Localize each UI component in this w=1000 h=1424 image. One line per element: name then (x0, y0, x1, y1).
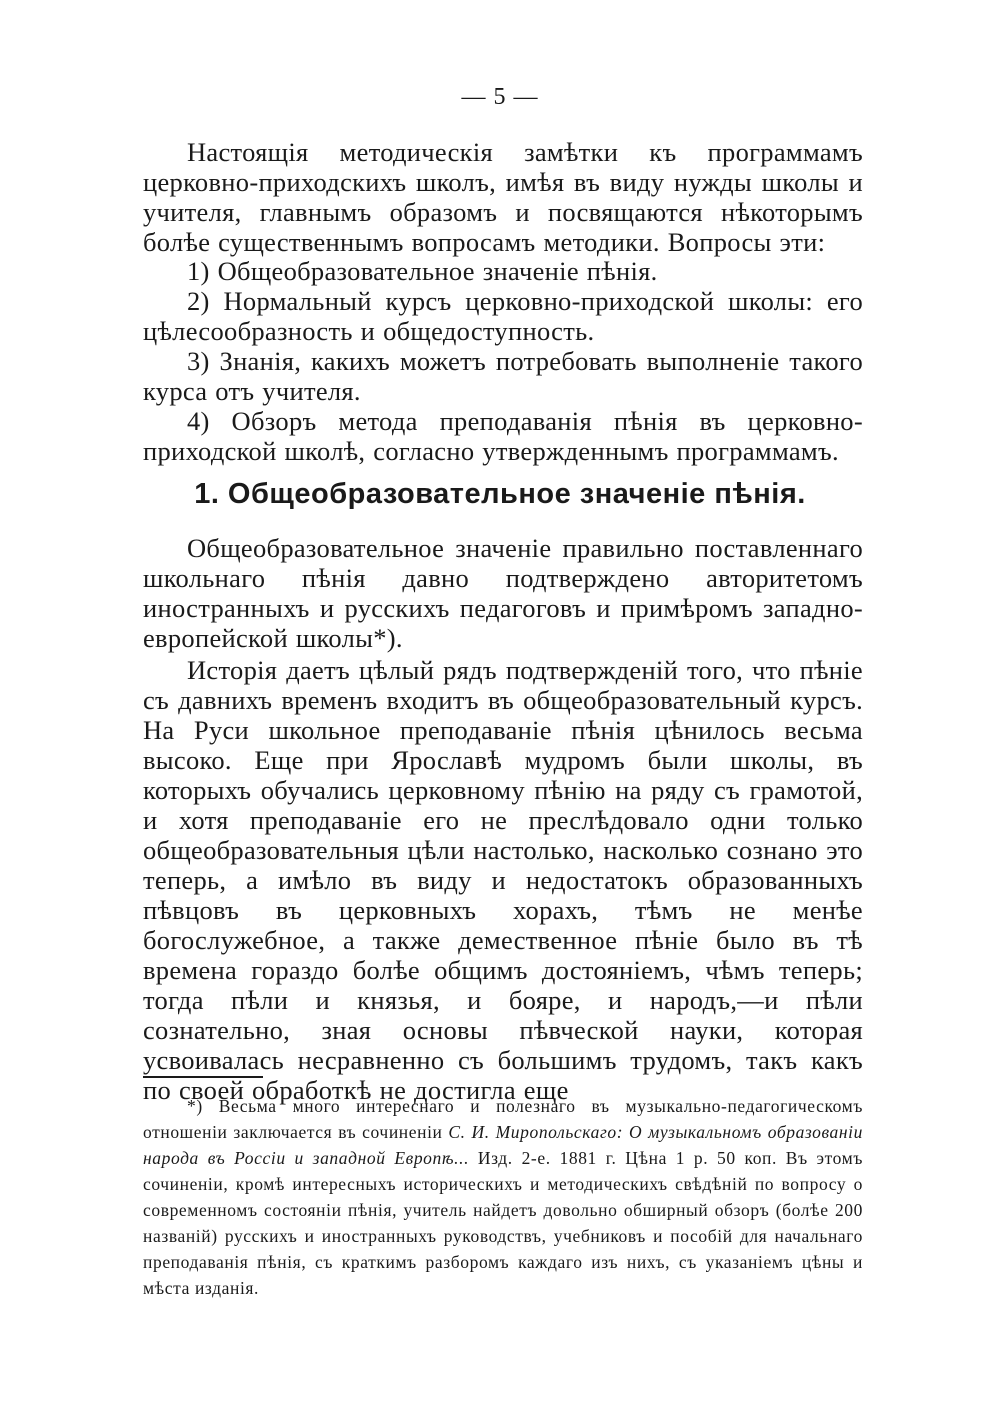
intro-paragraph: Настоящія методическія замѣтки къ программамъ церковно-приходскихъ школъ, имѣя въ виду нужды школы и учителя, главнымъ образомъ и посвящаются нѣкоторымъ болѣе существеннымъ вопросамъ методики. Вопросы эти: (143, 137, 863, 257)
list-item: 2) Нормальный курсъ церковно-приходской школы: его цѣлесообразность и общедоступность. (143, 286, 863, 346)
footnote-text: Изд. 2-е. 1881 г. Цѣна 1 р. 50 коп. Въ этомъ сочиненіи, кромѣ интересныхъ историческихъ и методическихъ свѣдѣній по вопросу о современномъ состояніи пѣнія, учитель найдетъ довольно обширный обзоръ (болѣе 200 названій) русскихъ и иностранныхъ руководствъ, учебниковъ и пособій для начальнаго преподаванія пѣнія, съ краткимъ разборомъ каждаго изъ нихъ, съ указаніемъ цѣны и мѣста изданія. (143, 1148, 863, 1298)
questions-list (143, 256, 863, 466)
page-number: — 5 — (461, 84, 539, 110)
footnote-text: *) Весьма много интереснаго и полезнаго въ музыкально-педагогическомъ отношеніи заключается въ сочиненіи (143, 1096, 863, 1142)
footnote-divider (143, 1076, 263, 1078)
section-heading: 1. Общеобразовательное значеніе пѣнія. (194, 478, 806, 510)
footnote-citation: С. И. Миропольскаго: О музыкальномъ образованіи народа въ Россіи и западной Европѣ... (143, 1122, 863, 1168)
list-item: 3) Знанія, какихъ можетъ потребовать выполненіе такого курса отъ учителя. (143, 346, 863, 406)
list-item: 1) Общеобразовательное значеніе пѣнія. (187, 256, 658, 286)
footnote (143, 1093, 863, 1301)
list-item: 4) Обзоръ метода преподаванія пѣнія въ церковно-приходской школѣ, согласно утвержденнымъ программамъ. (143, 406, 863, 466)
section-paragraph: Общеобразовательное значеніе правильно поставленнаго школьнаго пѣнія давно подтверждено авторитетомъ иностранныхъ и русскихъ педагоговъ и примѣромъ западно-европейской школы*). (143, 533, 863, 653)
section-paragraph: Исторія даетъ цѣлый рядъ подтвержденій того, что пѣніе съ давнихъ временъ входитъ въ общеобразовательный курсъ. На Руси школьное преподаваніе пѣнія цѣнилось весьма высоко. Еще при Ярославѣ мудромъ были школы, въ которыхъ обучались церковному пѣнію на ряду съ грамотой, и хотя преподаваніе его не преслѣдовало одни только общеобразовательныя цѣли настолько, насколько сознано это теперь, а имѣло въ виду и недостатокъ образованныхъ пѣвцовъ въ церковныхъ хорахъ, тѣмъ не менѣе богослужебное, а также демественное пѣніе было въ тѣ времена гораздо болѣе общимъ достояніемъ, чѣмъ теперь; тогда пѣли и князья, и бояре, и народъ,—и пѣли сознательно, зная основы пѣвческой науки, которая усвоивалась несравненно съ большимъ трудомъ, такъ какъ по своей обработкѣ не достигла еще (143, 655, 863, 1105)
